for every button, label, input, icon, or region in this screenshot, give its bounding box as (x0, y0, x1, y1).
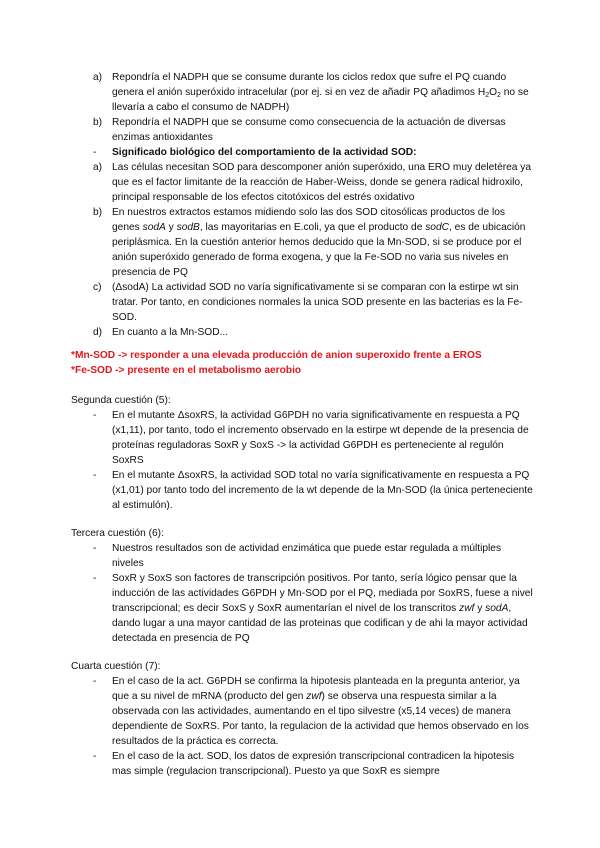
list-marker: b) (93, 117, 103, 128)
section-heading: Cuarta cuestión (7): (71, 661, 161, 672)
list-marker: a) (93, 72, 103, 83)
list-marker: d) (93, 327, 103, 338)
list-marker: - (93, 470, 97, 481)
list-item (93, 70, 533, 115)
list-marker: - (93, 543, 97, 554)
sod-list (93, 70, 533, 340)
list-item-text: En el mutante ΔsoxRS, la actividad SOD total no varía significativamente en respuesta a PQ (x1,01) por tanto todo del incremento de la wt depende de la Mn-SOD (la única perteneciente al estimulón). (112, 470, 533, 511)
list-marker: - (93, 751, 97, 762)
list-item (93, 468, 533, 513)
list-item-text: En nuestros extractos estamos midiendo solo las dos SOD citosólicas productos de los genes sodA y sodB, las mayoritarias en E.coli, ya que el producto de sodC, es de ubicación periplásmica. En la cuestión anterior hemos deducido que la Mn-SOD, si se produce por el anión superóxido generado de forma exogena, y que la Fe-SOD no varia sus niveles en presencia de PQ (112, 207, 526, 278)
list-item-text: (ΔsodA) La actividad SOD no varía significativamente si se comparan con la estirpe wt sin tratar. Por tanto, en condiciones normales la unica SOD presente en las bacterias es la Fe-SOD. (112, 282, 523, 323)
section4-list (93, 674, 533, 779)
list-item (93, 749, 533, 779)
list-item (93, 541, 533, 571)
section3-list (93, 541, 533, 646)
list-item (93, 571, 533, 646)
list-marker: a) (93, 162, 103, 173)
list-item (93, 160, 533, 205)
section-heading: Segunda cuestión (5): (71, 395, 171, 406)
list-item-text: Las células necesitan SOD para descomponer anión superóxido, una ERO muy deletérea ya que es el factor limitante de la reacción de Haber-Weiss, donde se genera radical hidroxilo, principal responsable de los efectos citotóxicos del estrés oxidativo (112, 162, 532, 203)
list-marker: - (93, 147, 97, 158)
list-item-text: En el caso de la act. SOD, los datos de expresión transcripcional contradicen la hipotesis mas simple (regulacion transcripcional). Puesto ya que SoxR es siempre (112, 751, 515, 777)
list-marker: c) (93, 282, 102, 293)
section2-list (93, 408, 533, 513)
subheading: Significado biológico del comportamiento de la actividad SOD: (112, 147, 417, 158)
list-item-text: En el caso de la act. G6PDH se confirma la hipotesis planteada en la pregunta anterior, ya que a su nivel de mRNA (producto del gen zwf) se observa una respuesta similar a la observada con las actividades, aumentando en el tipo silvestre (x5,14 veces) de manera dependiente de SoxRS. Por tanto, la regulacion de la actividad que hemos observado en los resultados de la práctica es correcta. (112, 676, 529, 747)
list-item-text: Nuestros resultados son de actividad enzimática que puede estar regulada a múltiples niveles (112, 543, 502, 569)
list-item (93, 280, 533, 325)
list-marker: - (93, 410, 97, 421)
list-item (93, 674, 533, 749)
list-item-text: SoxR y SoxS son factores de transcripción positivos. Por tanto, sería lógico pensar que la inducción de las actividades G6PDH y Mn-SOD por el PQ, mediada por SoxRS, fuese a nivel transcripcional; es decir SoxS y SoxR aumentarían el nivel de los transcritos zwf y sodA, dando lugar a una mayor cantidad de las proteinas que codifican y de ahi la mayor actividad detectada en presencia de PQ (112, 573, 533, 644)
highlight-line: *Fe-SOD -> presente en el metabolismo aerobio (71, 365, 302, 376)
list-item-text: Repondría el NADPH que se consume como consecuencia de la actuación de diversas enzimas antioxidantes (112, 117, 506, 143)
list-marker: - (93, 573, 97, 584)
sod-summary (71, 348, 541, 378)
list-item-text: En el mutante ΔsoxRS, la actividad G6PDH no varia significativamente en respuesta a PQ (x1,11), por tanto, todo el incremento observado en la estirpe wt depende de la presencia de proteínas reguladoras SoxR y SoxS -> la actividad G6PDH es perteneciente al regulón SoxRS (112, 410, 529, 466)
highlight-line: *Mn-SOD -> responder a una elevada producción de anion superoxido frente a EROS (71, 350, 482, 361)
list-item (93, 408, 533, 468)
list-item (93, 115, 533, 145)
list-item-text: En cuanto a la Mn-SOD... (112, 327, 229, 338)
section-heading: Tercera cuestión (6): (71, 528, 164, 539)
list-item-text: Repondría el NADPH que se consume durante los ciclos redox que sufre el PQ cuando genera el anión superóxido intracelular (por ej. si en vez de añadir PQ añadimos $H_2O_2$ no se llevaría a cabo el consumo de NADPH) (112, 72, 529, 113)
list-marker: - (93, 676, 97, 687)
list-item (93, 325, 533, 340)
list-item (93, 145, 533, 160)
list-item (93, 205, 533, 280)
list-marker: b) (93, 207, 103, 218)
